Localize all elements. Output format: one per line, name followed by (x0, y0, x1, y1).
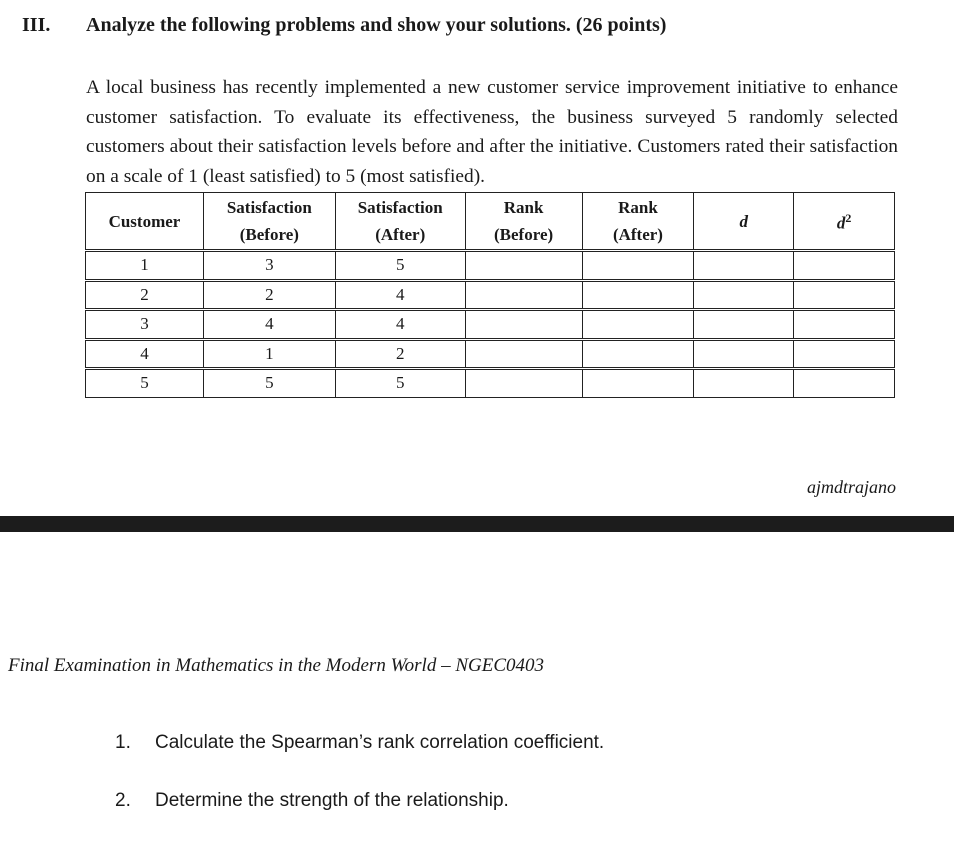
section-number: III. (22, 14, 51, 36)
section-title: Analyze the following problems and show your solutions. (26 points) (86, 14, 667, 36)
table-row (86, 339, 895, 369)
question-number: 2. (115, 790, 131, 811)
cell-d (694, 251, 794, 281)
header-satisfaction-before: Satisfaction (Before) (203, 193, 335, 251)
table-header-row (86, 193, 895, 251)
cell-rank-after (582, 339, 694, 369)
problem-statement: A local business has recently implemented a new customer service improvement initiative to enhance customer satisfaction. To evaluate its effectiveness, the business surveyed 5 randomly selected customers about their satisfaction levels before and after the initiative. Customers rated their satisfaction on a scale of 1 (least satisfied) to 5 (most satisfied). (86, 77, 898, 187)
cell-satisfaction-after: 4 (335, 310, 465, 340)
table-row (86, 369, 895, 398)
author-signature: ajmdtrajano (806, 477, 896, 497)
table-row (86, 280, 895, 310)
table-row (86, 310, 895, 340)
cell-rank-after (582, 280, 694, 310)
cell-d (694, 310, 794, 340)
cell-d (694, 369, 794, 398)
cell-customer: 3 (86, 310, 204, 340)
header-satisfaction-after: Satisfaction (After) (335, 193, 465, 251)
cell-satisfaction-before: 4 (203, 310, 335, 340)
cell-rank-after (582, 251, 694, 281)
cell-customer: 2 (86, 280, 204, 310)
cell-rank-after (582, 310, 694, 340)
header-customer: Customer (86, 193, 204, 251)
question-item (115, 732, 604, 754)
cell-satisfaction-after: 4 (335, 280, 465, 310)
cell-satisfaction-before: 2 (203, 280, 335, 310)
question-text: Calculate the Spearman’s rank correlation coefficient. (155, 732, 605, 753)
cell-d-squared (794, 339, 895, 369)
cell-d (694, 339, 794, 369)
cell-d-squared (794, 251, 895, 281)
cell-customer: 4 (86, 339, 204, 369)
question-item (115, 790, 604, 812)
cell-satisfaction-before: 5 (203, 369, 335, 398)
cell-rank-before (465, 251, 582, 281)
cell-satisfaction-before: 1 (203, 339, 335, 369)
cell-d-squared (794, 310, 895, 340)
question-number: 1. (115, 732, 131, 753)
cell-rank-before (465, 280, 582, 310)
cell-rank-after (582, 369, 694, 398)
exam-title: Final Examination in Mathematics in the Modern World – NGEC0403 (8, 655, 545, 676)
cell-satisfaction-after: 5 (335, 369, 465, 398)
cell-satisfaction-after: 5 (335, 251, 465, 281)
cell-rank-before (465, 310, 582, 340)
header-rank-before: Rank (Before) (465, 193, 582, 251)
cell-customer: 5 (86, 369, 204, 398)
question-list (115, 732, 604, 848)
cell-satisfaction-after: 2 (335, 339, 465, 369)
question-text: Determine the strength of the relationship. (155, 790, 509, 811)
cell-d-squared (794, 369, 895, 398)
header-d: d (694, 193, 794, 251)
header-d-squared: $d^2$ (794, 193, 895, 251)
cell-d (694, 280, 794, 310)
cell-rank-before (465, 369, 582, 398)
cell-d-squared (794, 280, 895, 310)
page-divider (0, 516, 954, 532)
satisfaction-table (85, 192, 895, 398)
cell-satisfaction-before: 3 (203, 251, 335, 281)
header-rank-after: Rank (After) (582, 193, 694, 251)
table-row (86, 251, 895, 281)
cell-customer: 1 (86, 251, 204, 281)
cell-rank-before (465, 339, 582, 369)
